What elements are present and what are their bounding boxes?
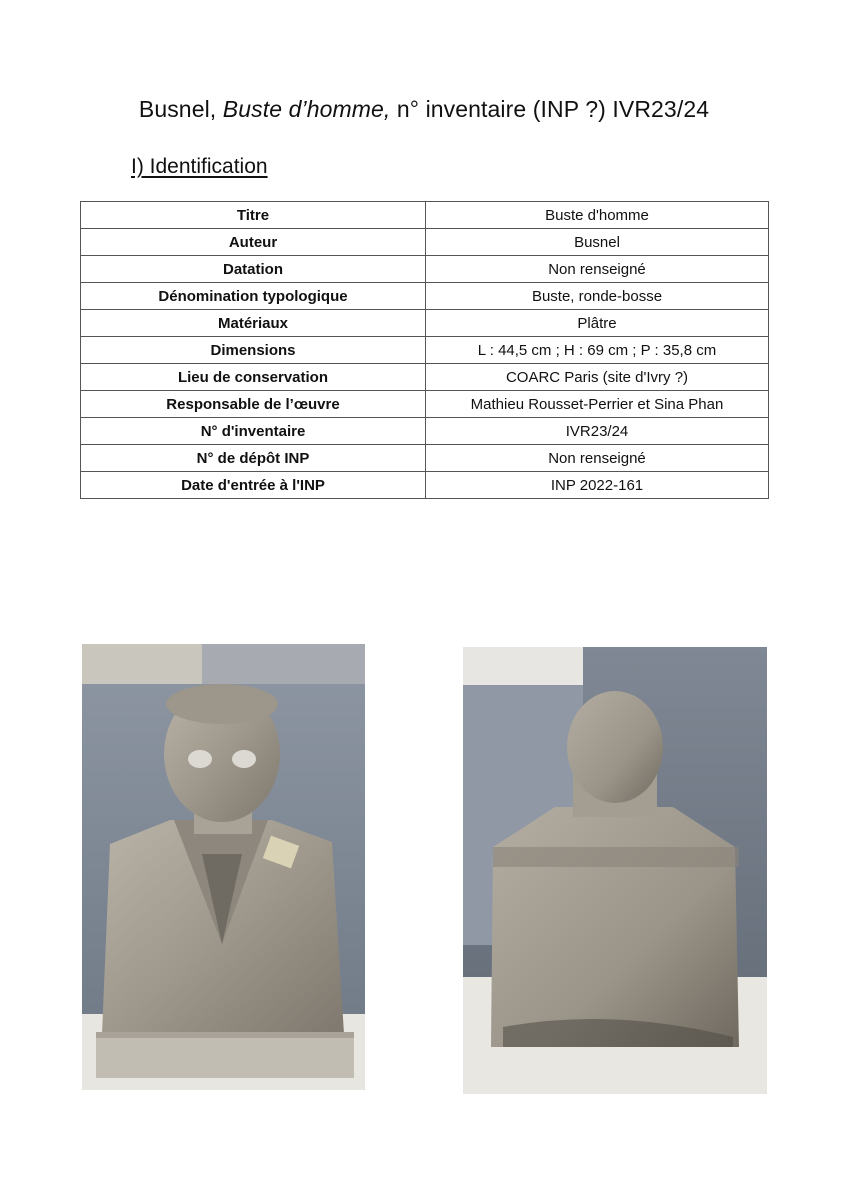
identification-label: N° d'inventaire — [81, 418, 426, 445]
identification-row — [81, 391, 769, 418]
identification-label: Lieu de conservation — [81, 364, 426, 391]
section-heading: I) Identification — [131, 155, 268, 178]
identification-label: Responsable de l’œuvre — [81, 391, 426, 418]
identification-value: Buste, ronde-bosse — [426, 283, 769, 310]
identification-label: Date d'entrée à l'INP — [81, 472, 426, 499]
identification-label: Dénomination typologique — [81, 283, 426, 310]
identification-label: Dimensions — [81, 337, 426, 364]
identification-row — [81, 418, 769, 445]
identification-row — [81, 337, 769, 364]
identification-label: Matériaux — [81, 310, 426, 337]
bust-front-photo — [82, 644, 365, 1090]
title-inventory: n° inventaire (INP ?) IVR23/24 — [396, 96, 710, 122]
identification-row — [81, 229, 769, 256]
identification-label: Titre — [81, 202, 426, 229]
identification-label: N° de dépôt INP — [81, 445, 426, 472]
title-author: Busnel, — [138, 96, 217, 122]
identification-label: Datation — [81, 256, 426, 283]
title-work: Buste d’homme, — [222, 96, 391, 122]
identification-value: Busnel — [426, 229, 769, 256]
identification-value: Mathieu Rousset-Perrier et Sina Phan — [426, 391, 769, 418]
identification-table — [80, 201, 769, 499]
identification-label: Auteur — [81, 229, 426, 256]
identification-value: INP 2022-161 — [426, 472, 769, 499]
bust-back-photo — [463, 647, 767, 1094]
identification-value: Buste d'homme — [426, 202, 769, 229]
document-title — [0, 96, 848, 123]
identification-value: L : 44,5 cm ; H : 69 cm ; P : 35,8 cm — [426, 337, 769, 364]
identification-row — [81, 256, 769, 283]
identification-value: Non renseigné — [426, 256, 769, 283]
identification-row — [81, 472, 769, 499]
identification-value: IVR23/24 — [426, 418, 769, 445]
identification-row — [81, 445, 769, 472]
identification-row — [81, 202, 769, 229]
identification-row — [81, 283, 769, 310]
identification-value: Non renseigné — [426, 445, 769, 472]
identification-row — [81, 364, 769, 391]
identification-row — [81, 310, 769, 337]
identification-value: COARC Paris (site d'Ivry ?) — [426, 364, 769, 391]
identification-value: Plâtre — [426, 310, 769, 337]
